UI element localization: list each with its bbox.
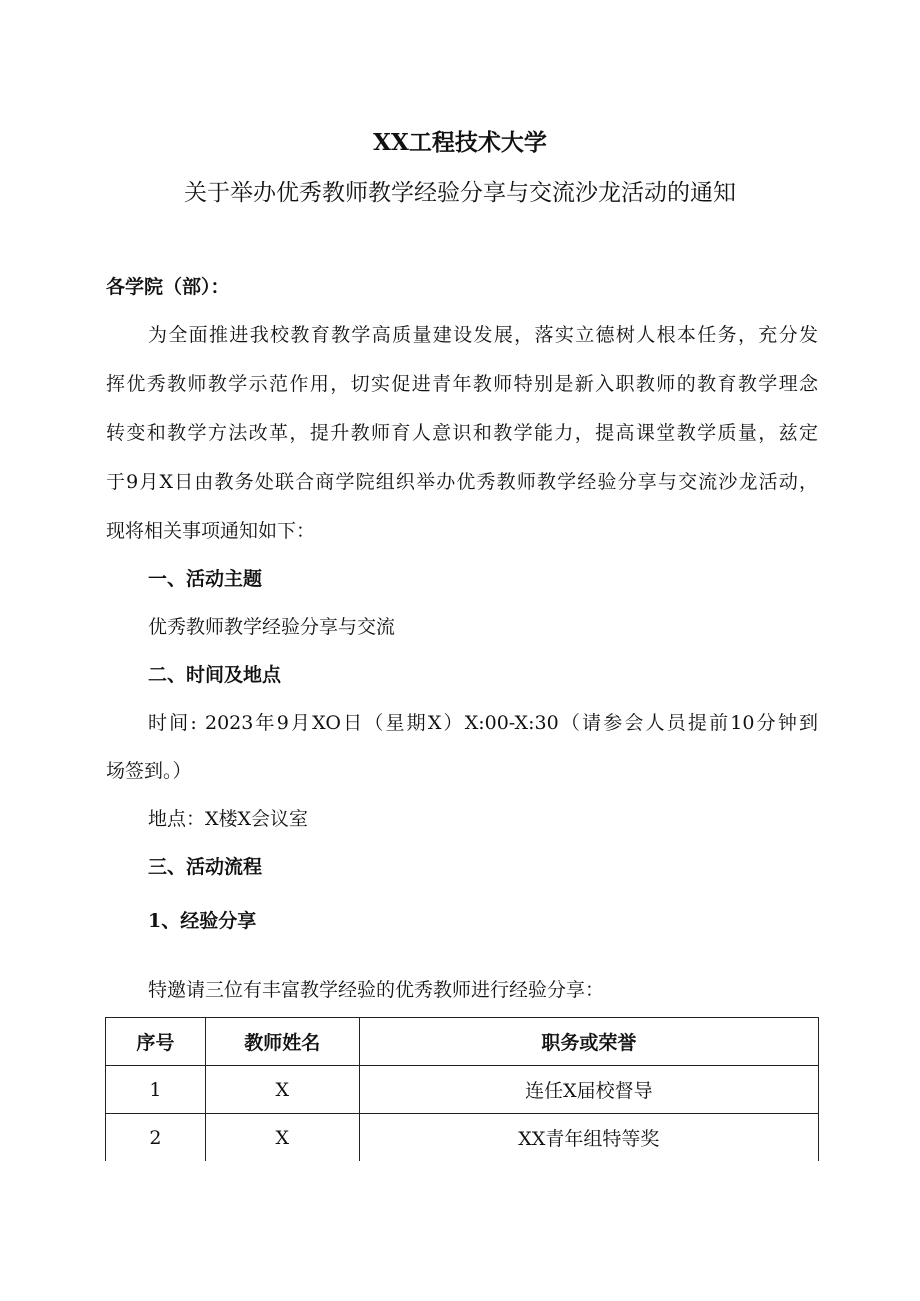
intro-line-4: 于9月X日由教务处联合商学院组织举办优秀教师教学经验分享与交流沙龙活动， <box>106 471 818 493</box>
speakers-table <box>105 1017 819 1161</box>
table-row <box>106 1114 819 1162</box>
intro-line-2: 挥优秀教师教学示范作用，切实促进青年教师特别是新入职教师的教育教学理念 <box>106 373 818 395</box>
header-teacher-name: 教师姓名 <box>205 1018 359 1066</box>
table-header-row <box>106 1018 819 1066</box>
cell-title-honor: 连任X届校督导 <box>359 1066 818 1114</box>
section-heading-theme: 一、活动主题 <box>148 568 263 590</box>
cell-index: 1 <box>106 1066 206 1114</box>
notice-title: 关于举办优秀教师教学经验分享与交流沙龙活动的通知 <box>184 180 736 206</box>
sub-heading-experience: 1、经验分享 <box>148 910 257 932</box>
section-heading-time-place: 二、时间及地点 <box>148 664 282 686</box>
header-index: 序号 <box>106 1018 206 1066</box>
theme-text: 优秀教师教学经验分享与交流 <box>148 616 396 638</box>
time-line-2: 场签到。） <box>106 760 192 782</box>
time-line-1: 时间: 2023年9月XO日（星期X）X:00-X:30（请参会人员提前10分钟到 <box>148 712 818 734</box>
place-text: 地点：X楼X会议室 <box>148 808 309 830</box>
intro-line-5: 现将相关事项通知如下： <box>106 520 316 542</box>
experience-intro: 特邀请三位有丰富教学经验的优秀教师进行经验分享： <box>148 979 605 1001</box>
cell-title-honor: XX青年组特等奖 <box>359 1114 818 1162</box>
table-row <box>106 1066 819 1114</box>
cell-teacher-name: X <box>205 1066 359 1114</box>
header-title-honor: 职务或荣誉 <box>359 1018 818 1066</box>
intro-line-3: 转变和教学方法改革，提升教师育人意识和教学能力，提高课堂教学质量，兹定 <box>106 422 818 444</box>
cell-teacher-name: X <box>205 1114 359 1162</box>
intro-line-1: 为全面推进我校教育教学高质量建设发展，落实立德树人根本任务，充分发 <box>148 324 818 346</box>
cell-index: 2 <box>106 1114 206 1162</box>
salutation: 各学院（部）： <box>106 276 230 298</box>
university-name: XX工程技术大学 <box>373 129 547 156</box>
section-heading-process: 三、活动流程 <box>148 856 263 878</box>
